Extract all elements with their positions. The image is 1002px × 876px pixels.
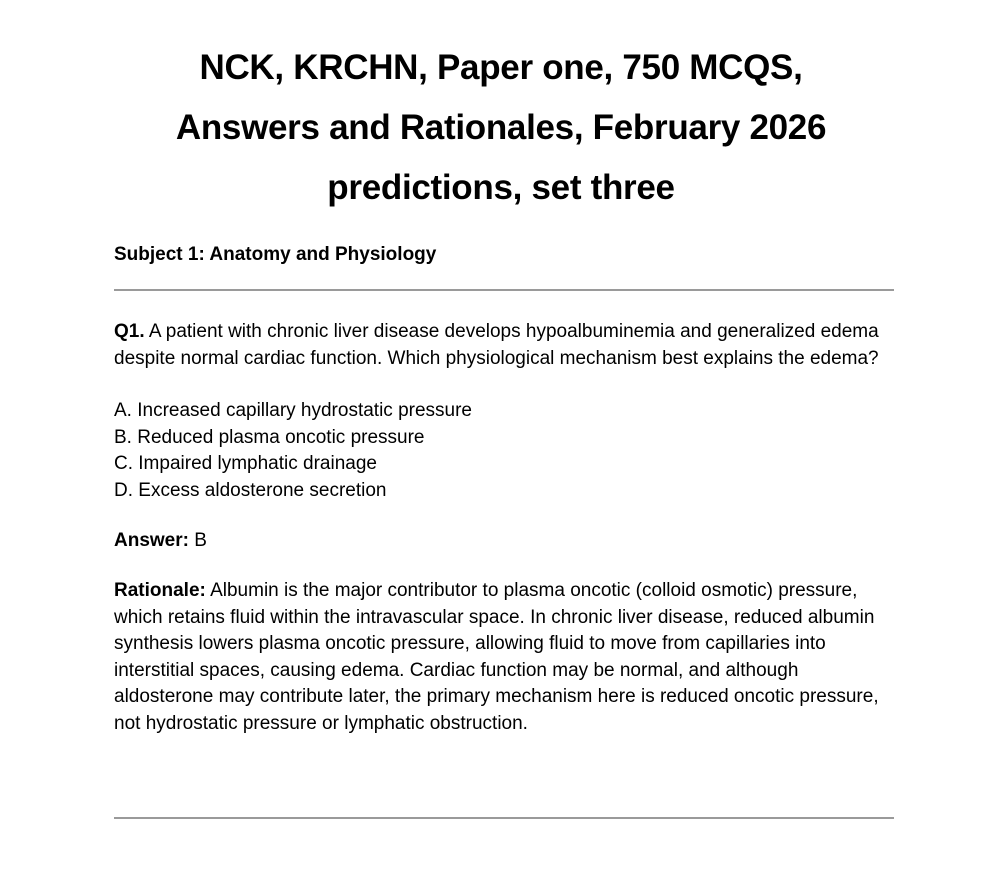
option-b: B. Reduced plasma oncotic pressure bbox=[114, 426, 425, 448]
rationale-label: Rationale: bbox=[114, 580, 206, 601]
answer-line bbox=[114, 528, 894, 555]
title-line-2: Answers and Rationales, February 2026 bbox=[175, 108, 827, 147]
option-a: A. Increased capillary hydrostatic pressure bbox=[114, 400, 472, 421]
top-divider bbox=[114, 289, 894, 291]
question-1 bbox=[114, 319, 894, 372]
title-line-3: predictions, set three bbox=[327, 168, 675, 207]
document-title bbox=[80, 38, 922, 218]
answer-label: Answer: bbox=[114, 530, 189, 551]
question-label: Q1. bbox=[114, 321, 145, 342]
answer-options bbox=[114, 398, 894, 504]
subject-heading: Subject 1: Anatomy and Physiology bbox=[114, 244, 437, 265]
rationale-text: Albumin is the major contributor to plasma oncotic (colloid osmotic) pressure, which retains fluid within the intravascular space. In chronic liver disease, reduced albumin synthesis lowers plasma oncotic pressure, allowing fluid to move from capillaries into interstitial spaces, causing edema. Cardiac function may be normal, and although aldosterone may contribute later, the primary mechanism here is reduced oncotic pressure, not hydrostatic pressure or lymphatic obstruction. bbox=[114, 580, 879, 734]
option-c: C. Impaired lymphatic drainage bbox=[114, 453, 377, 475]
title-line-1: NCK, KRCHN, Paper one, 750 MCQS, bbox=[199, 48, 803, 87]
bottom-divider bbox=[114, 817, 894, 819]
question-text: A patient with chronic liver disease develops hypoalbuminemia and generalized edema despite normal cardiac function. Which physiological mechanism best explains the edema? bbox=[114, 321, 879, 369]
rationale-paragraph bbox=[114, 578, 894, 737]
option-d: D. Excess aldosterone secretion bbox=[114, 479, 387, 501]
answer-value: B bbox=[188, 530, 207, 551]
